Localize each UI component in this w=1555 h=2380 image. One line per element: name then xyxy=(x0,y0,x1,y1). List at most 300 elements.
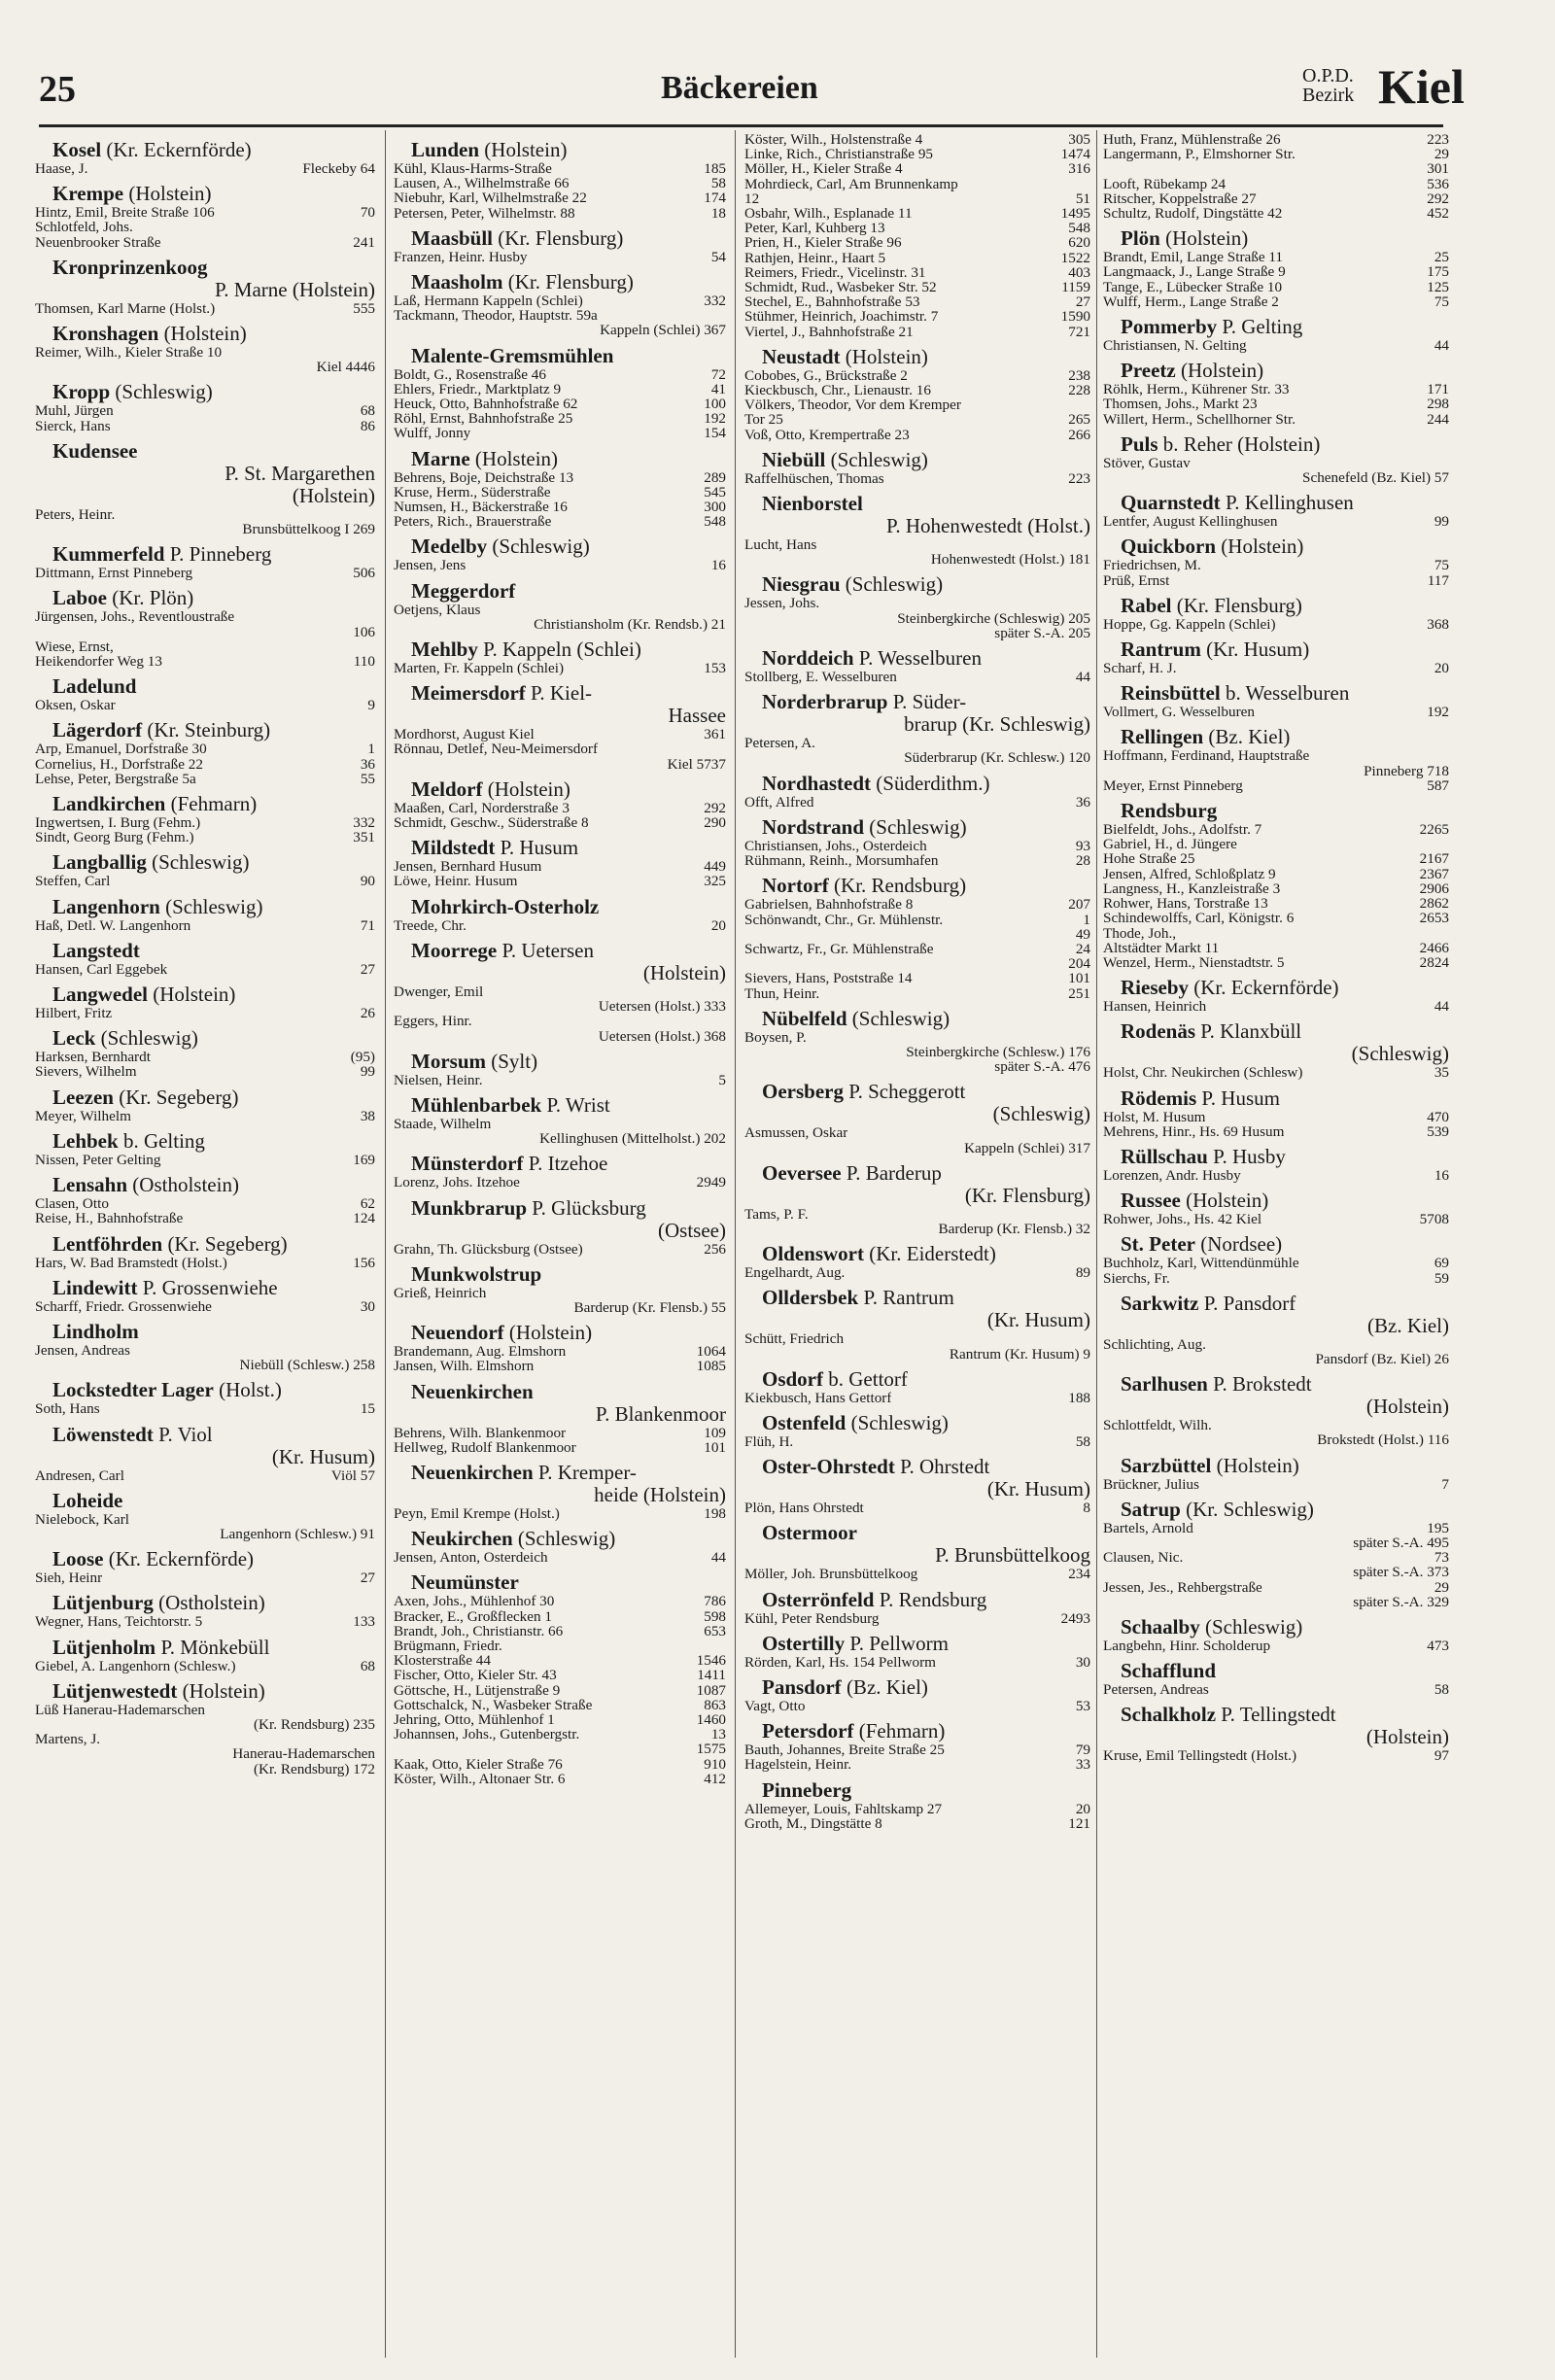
bakery-entry xyxy=(35,1343,375,1358)
town-heading xyxy=(35,257,375,279)
bakery-entry xyxy=(1103,1212,1449,1226)
bakery-entry xyxy=(744,191,1090,206)
entry-phone: 71 xyxy=(360,916,375,934)
town-district: P. Itzehoe xyxy=(523,1152,608,1176)
town-heading xyxy=(1103,1190,1449,1212)
town-district: (Schleswig) xyxy=(840,572,944,597)
bakery-entry xyxy=(394,514,726,529)
town-name: Ladelund xyxy=(52,674,137,699)
town-heading xyxy=(744,1368,1090,1391)
entry-phone: 109 xyxy=(704,1424,726,1441)
town-heading xyxy=(1103,1020,1449,1043)
town-heading xyxy=(1103,535,1449,558)
bakery-entry xyxy=(394,1653,726,1668)
bakery-entry xyxy=(744,251,1090,265)
entry-name: Ehlers, Friedr., Marktplatz 9 xyxy=(394,381,562,397)
bakery-entry xyxy=(35,345,375,360)
bakery-entry xyxy=(394,1698,726,1712)
town-heading xyxy=(35,793,375,815)
entry-phone: 58 xyxy=(1075,1432,1090,1450)
town-heading xyxy=(35,1637,375,1659)
entry-name: Behrens, Boje, Deichstraße 13 xyxy=(394,469,574,485)
town-heading xyxy=(35,1027,375,1050)
entry-continuation: Schenefeld (Bz. Kiel) 57 xyxy=(1302,469,1449,487)
page-header xyxy=(39,58,1465,119)
town-heading xyxy=(1103,1373,1449,1396)
entry-phone: 256 xyxy=(704,1240,726,1258)
town-district: P. Rantrum xyxy=(858,1286,954,1310)
bakery-entry xyxy=(744,986,1090,1001)
entry-phone: 539 xyxy=(1427,1122,1449,1140)
entry-phone: 15 xyxy=(360,1400,375,1418)
bakery-entry xyxy=(744,1816,1090,1831)
town-heading xyxy=(1103,1293,1449,1315)
entry-name: Prien, H., Kieler Straße 96 xyxy=(744,235,902,251)
entry-name: Dwenger, Emil xyxy=(394,983,484,1000)
entry-continuation: Kappeln (Schlei) 317 xyxy=(964,1139,1090,1156)
town-district: (Schleswig) xyxy=(864,814,967,839)
town-district: (Süderdithm.) xyxy=(871,771,990,795)
town-heading xyxy=(394,778,726,801)
entry-name: Brandemann, Aug. Elmshorn xyxy=(394,1344,567,1360)
entry-phone: 289 xyxy=(704,468,726,486)
bakery-entry xyxy=(1103,280,1449,294)
town-heading xyxy=(35,139,375,161)
bakery-entry xyxy=(394,1014,726,1028)
entry-continuation: Steinbergkirche (Schlesw.) 176 xyxy=(906,1043,1090,1060)
town-name: Kropp xyxy=(52,380,111,404)
bakery-entry xyxy=(35,1703,375,1717)
entry-continuation: Brunsbüttelkoog I 269 xyxy=(242,521,375,538)
entry-phone: 62 xyxy=(360,1195,375,1213)
town-district: P. Süder- xyxy=(887,690,967,714)
entry-name: Schütt, Friedrich xyxy=(744,1331,845,1347)
town-heading xyxy=(35,675,375,698)
entry-phone: 36 xyxy=(360,755,375,773)
town-district-line: (Holstein) xyxy=(642,960,726,984)
bakery-entry xyxy=(744,795,1090,810)
bakery-entry xyxy=(744,428,1090,442)
entry-name: Plön, Hans Ohrstedt xyxy=(744,1500,864,1516)
bakery-entry xyxy=(394,176,726,190)
entry-name: Fischer, Otto, Kieler Str. 43 xyxy=(394,1668,557,1683)
entry-name: Stechel, E., Bahnhofstraße 53 xyxy=(744,294,920,310)
entry-name: Schmidt, Rud., Wasbeker Str. 52 xyxy=(744,280,937,295)
entry-name: Schultz, Rudolf, Dingstätte 42 xyxy=(1103,206,1283,222)
column-1 xyxy=(35,132,375,2358)
entry-name: Asmussen, Oskar xyxy=(744,1125,848,1141)
town-district: (Holstein) xyxy=(503,1321,593,1345)
entry-name: Johannsen, Johs., Gutenbergstr. xyxy=(394,1727,580,1742)
entry-name: Scharf, H. J. xyxy=(1103,661,1177,676)
town-name: Neukirchen xyxy=(411,1527,513,1551)
entry-phone: 13 xyxy=(710,1726,726,1743)
town-name: Russee xyxy=(1121,1189,1181,1213)
town-district: P. Husum xyxy=(1196,1086,1280,1110)
bakery-entry xyxy=(35,1512,375,1527)
entry-name: Wiese, Ernst, xyxy=(35,638,114,655)
bakery-entry xyxy=(35,1659,375,1673)
town-heading xyxy=(744,493,1090,515)
entry-name: Rönnau, Detlef, Neu-Meimersdorf xyxy=(394,742,599,757)
town-district-line: brarup (Kr. Schleswig) xyxy=(904,712,1090,737)
entry-name: Stühmer, Heinrich, Joachimstr. 7 xyxy=(744,309,939,325)
town-district-line: P. St. Margarethen xyxy=(225,461,375,485)
town-heading xyxy=(744,1676,1090,1699)
entry-name: Hohe Straße 25 xyxy=(1103,851,1195,867)
bakery-entry xyxy=(35,220,375,234)
entry-phone: 41 xyxy=(710,380,726,397)
bakery-entry xyxy=(744,897,1090,912)
entry-phone: 30 xyxy=(360,1297,375,1315)
town-heading xyxy=(1103,1660,1449,1682)
bakery-entry xyxy=(35,205,375,220)
entry-phone: 20 xyxy=(1434,660,1449,677)
entry-continuation: später S.-A. 495 xyxy=(1353,1534,1449,1551)
entry-name: Lausen, A., Wilhelmstraße 66 xyxy=(394,176,570,191)
town-heading xyxy=(35,1233,375,1256)
bakery-entry xyxy=(35,1006,375,1020)
bakery-entry xyxy=(394,190,726,205)
town-district: P. Viol xyxy=(153,1422,213,1446)
entry-name: Haß, Detl. W. Langenhorn xyxy=(35,917,191,933)
entry-phone: 228 xyxy=(1068,382,1090,399)
entry-name: Reimers, Friedr., Vicelinstr. 31 xyxy=(744,264,926,281)
town-heading xyxy=(1103,492,1449,514)
entry-phone: 53 xyxy=(1075,1697,1090,1714)
town-name: Munkwolstrup xyxy=(411,1261,542,1286)
opd-label: O.P.D. xyxy=(1302,65,1354,86)
bakery-entry xyxy=(1103,896,1449,911)
entry-name: Raffelhüschen, Thomas xyxy=(744,470,884,487)
bakery-entry xyxy=(1103,705,1449,719)
entry-name: Heikendorfer Weg 13 xyxy=(35,654,162,670)
entry-phone: 316 xyxy=(1068,160,1090,178)
bakery-entry xyxy=(744,325,1090,339)
entry-name: Nissen, Peter Gelting xyxy=(35,1152,161,1168)
town-heading xyxy=(1103,1455,1449,1477)
entry-phone: 27 xyxy=(360,960,375,978)
bakery-entry xyxy=(1103,1521,1449,1535)
bakery-entry xyxy=(35,830,375,845)
town-heading xyxy=(744,1287,1090,1309)
entry-phone: 25 xyxy=(1434,249,1449,266)
entry-name: Tackmann, Theodor, Hauptstr. 59a xyxy=(394,308,598,324)
entry-phone: 620 xyxy=(1068,234,1090,252)
entry-phone: 1495 xyxy=(1060,205,1090,223)
town-name: Lehbek xyxy=(52,1128,119,1153)
bakery-entry xyxy=(394,801,726,815)
column-3 xyxy=(744,132,1090,2358)
town-name: Mehlby xyxy=(411,638,478,662)
entry-phone: 100 xyxy=(704,396,726,413)
entry-continuation: 204 xyxy=(1068,955,1090,973)
bakery-entry xyxy=(1103,1550,1449,1565)
town-heading xyxy=(35,1680,375,1703)
town-heading xyxy=(394,1381,726,1403)
entry-name: Grieß, Heinrich xyxy=(394,1285,487,1300)
town-district: P. Rendsburg xyxy=(874,1587,987,1611)
town-district-line: (Holstein) xyxy=(1365,1395,1449,1419)
entry-name: Hintz, Emil, Breite Straße 106 xyxy=(35,205,215,221)
town-district: (Kr. Segeberg) xyxy=(113,1085,239,1109)
entry-phone: 90 xyxy=(360,873,375,890)
bakery-entry xyxy=(744,670,1090,684)
entry-phone: 75 xyxy=(1434,293,1449,310)
town-heading xyxy=(1103,1499,1449,1521)
entry-phone: 266 xyxy=(1068,426,1090,443)
town-heading xyxy=(394,1462,726,1484)
entry-continuation: Christiansholm (Kr. Rendsb.) 21 xyxy=(534,615,726,633)
bakery-entry xyxy=(1103,1124,1449,1139)
entry-name: Bartels, Arnold xyxy=(1103,1520,1193,1535)
entry-name: Brandt, Joh., Christianstr. 66 xyxy=(394,1623,564,1638)
entry-phone: Fleckeby 64 xyxy=(302,160,375,177)
town-name: Norderbrarup xyxy=(762,690,888,714)
entry-name: Schönwandt, Chr., Gr. Mühlenstr. xyxy=(744,912,944,927)
bakery-entry xyxy=(1103,147,1449,161)
bakery-entry xyxy=(394,1638,726,1653)
entry-name: Offt, Alfred xyxy=(744,794,814,810)
bakery-entry xyxy=(1103,456,1449,470)
bakery-entry xyxy=(394,1550,726,1565)
town-name: Osterrönfeld xyxy=(762,1587,875,1611)
town-name: Olldersbek xyxy=(762,1286,859,1310)
town-name: Petersdorf xyxy=(762,1719,854,1743)
entry-name: Möller, H., Kieler Straße 4 xyxy=(744,161,903,177)
bakery-entry xyxy=(394,815,726,830)
bakery-entry xyxy=(744,1265,1090,1280)
entry-name: Rathjen, Heinr., Haart 5 xyxy=(744,250,886,265)
town-district: (Holstein) xyxy=(158,322,247,346)
entry-name: Jensen, Andreas xyxy=(35,1342,130,1359)
entry-continuation: 106 xyxy=(353,623,375,640)
entry-name: Jensen, Anton, Osterdeich xyxy=(394,1550,548,1566)
entry-name: Osbahr, Wilh., Esplanade 11 xyxy=(744,206,913,222)
bakery-entry xyxy=(744,1699,1090,1713)
town-district: (Kr. Steinburg) xyxy=(142,718,271,742)
entry-phone: 351 xyxy=(353,829,375,846)
entry-phone: 300 xyxy=(704,499,726,516)
entry-phone: 1 xyxy=(367,741,375,758)
entry-phone: 54 xyxy=(710,248,726,265)
town-heading xyxy=(394,1528,726,1550)
bakery-entry xyxy=(394,250,726,264)
bakery-entry xyxy=(1103,822,1449,837)
town-name: Langballig xyxy=(52,850,147,875)
entry-phone: 325 xyxy=(704,873,726,890)
town-district: P. Barderup xyxy=(841,1160,942,1185)
town-name: Schafflund xyxy=(1121,1659,1217,1683)
bakery-entry xyxy=(394,382,726,397)
town-name: Neumünster xyxy=(411,1570,519,1595)
entry-name: 12 xyxy=(744,190,760,207)
entry-continuation: Pansdorf (Bz. Kiel) 26 xyxy=(1315,1350,1449,1367)
entry-name: Steffen, Carl xyxy=(35,874,111,889)
entry-name: Bauth, Johannes, Breite Straße 25 xyxy=(744,1742,945,1758)
entry-name: Reimer, Wilh., Kieler Straße 10 xyxy=(35,345,223,361)
entry-phone: 207 xyxy=(1068,896,1090,914)
bakery-entry xyxy=(394,1727,726,1742)
bakery-entry xyxy=(1103,1256,1449,1270)
bakery-entry xyxy=(394,161,726,176)
entry-name: Meyer, Ernst Pinneberg xyxy=(1103,777,1243,794)
town-heading xyxy=(394,638,726,661)
bakery-entry xyxy=(35,1468,375,1483)
town-name: Ostertilly xyxy=(762,1631,846,1655)
town-name: Niesgrau xyxy=(762,572,841,597)
town-name: Ostermoor xyxy=(762,1521,857,1545)
bakery-entry xyxy=(35,609,375,624)
bakery-entry xyxy=(35,1299,375,1314)
entry-name: Lentfer, August Kellinghusen xyxy=(1103,514,1278,530)
entry-phone: 1590 xyxy=(1060,308,1090,326)
town-name: Morsum xyxy=(411,1049,486,1073)
entry-phone: 587 xyxy=(1427,776,1449,794)
bakery-entry xyxy=(744,596,1090,610)
bakery-entry xyxy=(35,235,375,250)
town-district: (Kr. Flensburg) xyxy=(1171,593,1302,617)
bakery-entry xyxy=(1103,397,1449,411)
town-district: (Fehmarn) xyxy=(165,792,258,816)
entry-name: Engelhardt, Aug. xyxy=(744,1265,846,1281)
bakery-entry xyxy=(1103,264,1449,279)
entry-phone: 368 xyxy=(1427,615,1449,633)
town-heading xyxy=(394,896,726,918)
town-district: (Holstein) xyxy=(840,344,928,368)
town-district: (Kr. Flensburg) xyxy=(502,270,634,294)
bakery-entry xyxy=(1103,1337,1449,1352)
entry-name: Jessen, Johs. xyxy=(744,596,820,611)
entry-name: Wulff, Herm., Lange Straße 2 xyxy=(1103,293,1279,310)
town-district: (Kr. Husum) xyxy=(1200,638,1310,662)
bakery-entry xyxy=(744,1207,1090,1222)
town-name: Meldorf xyxy=(411,776,483,801)
entry-name: Sindt, Georg Burg (Fehm.) xyxy=(35,830,194,845)
entry-name: Martens, J. xyxy=(35,1732,101,1747)
entry-phone: 244 xyxy=(1427,410,1449,428)
town-name: Oldenswort xyxy=(762,1242,864,1266)
bakery-entry xyxy=(394,1772,726,1786)
bakery-entry xyxy=(394,1506,726,1521)
town-district-line: (Bz. Kiel) xyxy=(1367,1313,1449,1337)
bakery-entry xyxy=(1103,1638,1449,1653)
bakery-entry xyxy=(744,1434,1090,1449)
entry-name: Schindewolffs, Carl, Königstr. 6 xyxy=(1103,911,1295,926)
town-district: (Schleswig) xyxy=(1199,1614,1303,1638)
town-heading xyxy=(744,1589,1090,1611)
town-heading xyxy=(394,535,726,558)
entry-phone: 548 xyxy=(704,513,726,531)
town-name: Neustadt xyxy=(762,344,841,368)
bakery-entry xyxy=(1103,999,1449,1014)
entry-name: Rohwer, Hans, Torstraße 13 xyxy=(1103,896,1268,912)
entry-name: Stöver, Gustav xyxy=(1103,455,1191,471)
entry-phone: 28 xyxy=(1075,852,1090,870)
town-heading xyxy=(1103,1146,1449,1168)
entry-continuation: später S.-A. 373 xyxy=(1353,1564,1449,1581)
entry-continuation: 1575 xyxy=(696,1741,726,1758)
town-name: Oersberg xyxy=(762,1080,844,1104)
town-name: Neuenkirchen xyxy=(411,1379,534,1403)
bakery-entry xyxy=(394,1073,726,1087)
bakery-entry xyxy=(744,412,1090,427)
entry-phone: 198 xyxy=(704,1504,726,1522)
entry-name: Kaak, Otto, Kieler Straße 76 xyxy=(394,1756,563,1772)
entry-phone: 93 xyxy=(1075,837,1090,854)
bakery-entry xyxy=(394,1175,726,1190)
town-district: P. Pellworm xyxy=(845,1631,949,1655)
entry-name: Brandt, Emil, Lange Straße 11 xyxy=(1103,250,1284,265)
entry-name: Bracker, E., Großflecken 1 xyxy=(394,1608,553,1624)
town-name: Munkbrarup xyxy=(411,1195,528,1220)
entry-phone: 234 xyxy=(1068,1566,1090,1583)
town-name: Kronshagen xyxy=(52,322,159,346)
entry-phone: 156 xyxy=(353,1254,375,1271)
entry-name: Linke, Rich., Christianstraße 95 xyxy=(744,147,934,162)
entry-continuation: später S.-A. 205 xyxy=(994,624,1090,641)
district-name: Kiel xyxy=(1378,59,1465,114)
town-name: Schalkholz xyxy=(1121,1703,1217,1727)
entry-phone: 292 xyxy=(704,799,726,816)
town-heading xyxy=(394,940,726,962)
entry-phone: 121 xyxy=(1068,1814,1090,1832)
town-name: Lindholm xyxy=(52,1319,139,1343)
town-heading xyxy=(744,346,1090,368)
town-district: (Sylt) xyxy=(486,1049,538,1073)
entry-name: Scharff, Friedr. Grossenwiehe xyxy=(35,1298,212,1314)
bakery-entry xyxy=(1103,661,1449,675)
bakery-entry xyxy=(394,603,726,617)
entry-phone: 38 xyxy=(360,1107,375,1124)
entry-phone: 44 xyxy=(1075,669,1090,686)
town-heading xyxy=(1103,316,1449,338)
town-heading xyxy=(35,183,375,205)
bakery-entry xyxy=(1103,1682,1449,1697)
entry-name: Niebuhr, Karl, Wilhelmstraße 22 xyxy=(394,190,587,206)
entry-phone: 44 xyxy=(1434,998,1449,1016)
bakery-entry xyxy=(1103,851,1449,866)
town-heading xyxy=(35,1130,375,1153)
town-heading xyxy=(744,449,1090,471)
town-district: (Schleswig) xyxy=(825,447,928,471)
bakery-entry xyxy=(35,1211,375,1225)
entry-phone: 470 xyxy=(1427,1108,1449,1125)
town-heading xyxy=(744,816,1090,839)
town-district-line: (Schleswig) xyxy=(992,1102,1090,1126)
entry-name: Lorenz, Johs. Itzehoe xyxy=(394,1175,520,1190)
entry-phone: 290 xyxy=(704,814,726,832)
bakery-entry xyxy=(394,426,726,440)
entry-phone: 2367 xyxy=(1419,865,1449,882)
town-name: Löwenstedt xyxy=(52,1422,154,1446)
entry-name: Sieh, Heinr xyxy=(35,1570,103,1586)
bakery-entry xyxy=(1103,1271,1449,1286)
entry-phone: 403 xyxy=(1068,263,1090,281)
entry-name: Mohrdieck, Carl, Am Brunnenkamp xyxy=(744,176,958,191)
town-district: (Bz. Kiel) xyxy=(841,1674,928,1699)
town-district: (Kr. Eiderstedt) xyxy=(864,1242,996,1266)
town-heading xyxy=(394,139,726,161)
entry-phone: 29 xyxy=(1434,146,1449,163)
entry-phone: 292 xyxy=(1427,190,1449,207)
entry-name: Köster, Wilh., Holstenstraße 4 xyxy=(744,132,923,148)
town-district-line: (Kr. Husum) xyxy=(271,1444,375,1468)
bakery-entry xyxy=(744,1500,1090,1515)
entry-name: Rühmann, Reinh., Morsumhafen xyxy=(744,853,939,869)
entry-name: Jessen, Jes., Rehbergstraße xyxy=(1103,1579,1262,1595)
entry-name: Friedrichsen, M. xyxy=(1103,558,1201,573)
